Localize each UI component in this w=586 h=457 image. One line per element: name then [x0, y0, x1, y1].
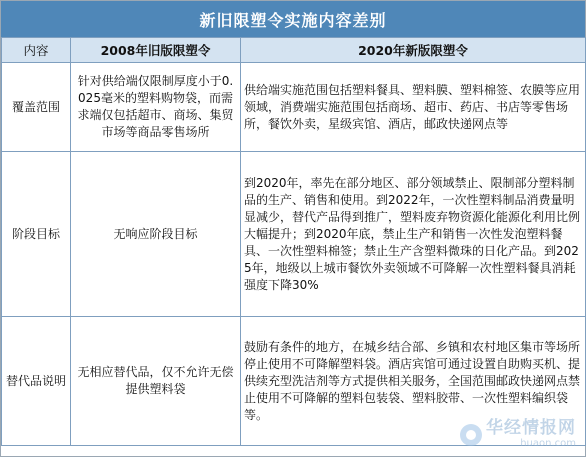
table-title: 新旧限塑令实施内容差别 [1, 1, 585, 37]
header-row [2, 38, 586, 63]
row-label-coverage: 覆盖范围 [2, 63, 71, 152]
comparison-table [1, 37, 586, 446]
watermark-en: huaon.com [520, 438, 576, 449]
logo-icon [460, 424, 482, 446]
cell-2020-goals: 到2020年，率先在部分地区、部分领域禁止、限制部分塑料制品的生产、销售和使用。到2022年，一次性塑料制品消费量明显减少，替代产品得到推广，塑料废弃物资源化能源化利用比例大幅提升；到2020年底，禁止生产和销售一次性发泡塑料餐具、一次性塑料棉签；禁止生产含塑料微珠的日化产品。到2025年，地级以上城市餐饮外卖领域不可降解一次性塑料餐具消耗强度下降30% [241, 152, 586, 317]
cell-2020-substitutes: 鼓励有条件的地方，在城乡结合部、乡镇和农村地区集市等场所停止使用不可降解塑料袋。酒店宾馆可通过设置自助购买机、提供续充型洗洁剂等方式提供相关服务，全国范围邮政快递网点禁止使用不可降解的塑料包装袋、塑料胶带、一次性塑料编织袋等。 [241, 317, 586, 446]
cell-2008-goals: 无响应阶段目标 [71, 152, 241, 317]
table-row [2, 152, 586, 317]
header-2020: 2020年新版限塑令 [241, 38, 586, 63]
header-content: 内容 [2, 38, 71, 63]
watermark [460, 420, 576, 449]
watermark-cn: 华经情报网 [486, 418, 576, 438]
row-label-goals: 阶段目标 [2, 152, 71, 317]
cell-2020-coverage: 供给端实施范围包括塑料餐具、塑料膜、塑料棉签、农膜等应用领域，消费端实施范围包括商场、超市、药店、书店等零售场所，餐饮外卖，星级宾馆、酒店，邮政快递网点等 [241, 63, 586, 152]
table-row [2, 63, 586, 152]
header-2008: 2008年旧版限塑令 [71, 38, 241, 63]
cell-2008-coverage: 针对供给端仅限制厚度小于0.025毫米的塑料购物袋，而需求端仅包括超市、商场、集贸市场等商品零售场所 [71, 63, 241, 152]
cell-2008-substitutes: 无相应替代品，仅不允许无偿提供塑料袋 [71, 317, 241, 446]
row-label-substitutes: 替代品说明 [2, 317, 71, 446]
